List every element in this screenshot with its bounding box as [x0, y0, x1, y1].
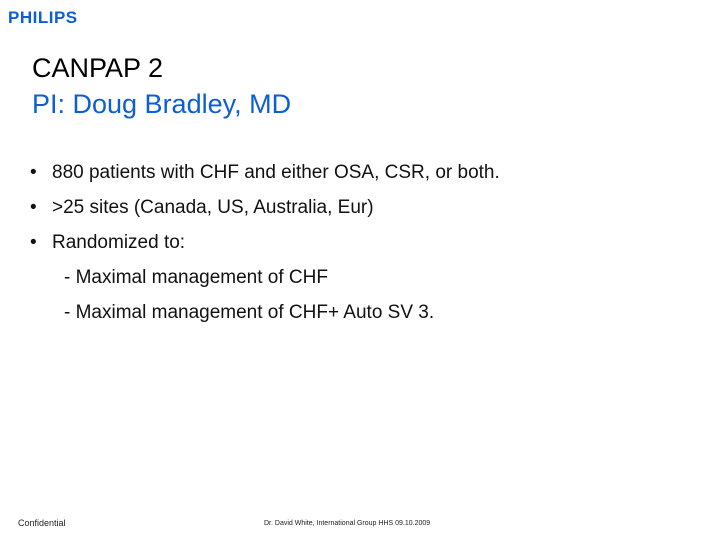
- bullet-list: [30, 155, 500, 330]
- bullet-text: 880 patients with CHF and either OSA, CSR, or both.: [52, 162, 500, 183]
- philips-logo: PHILIPS: [8, 8, 78, 27]
- sub-item: - Maximal management of CHF: [64, 267, 328, 288]
- bullet-text: >25 sites (Canada, US, Australia, Eur): [52, 197, 374, 218]
- slide-title-block: [32, 50, 291, 122]
- bullet-marker: •: [30, 232, 37, 253]
- sub-item: - Maximal management of CHF+ Auto SV 3.: [64, 302, 435, 323]
- bullet-item: [30, 190, 500, 225]
- bullet-item: [30, 155, 500, 190]
- bullet-text: Randomized to:: [52, 232, 186, 253]
- slide-title: CANPAP 2: [32, 53, 164, 83]
- footer-confidential: Confidential: [18, 518, 66, 528]
- bullet-item: [30, 225, 500, 260]
- bullet-marker: •: [30, 162, 37, 183]
- footer-credit: Dr. David White, International Group HHS 09.10.2009: [264, 520, 431, 527]
- slide-subtitle: PI: Doug Bradley, MD: [32, 89, 292, 119]
- bullet-marker: •: [30, 197, 37, 218]
